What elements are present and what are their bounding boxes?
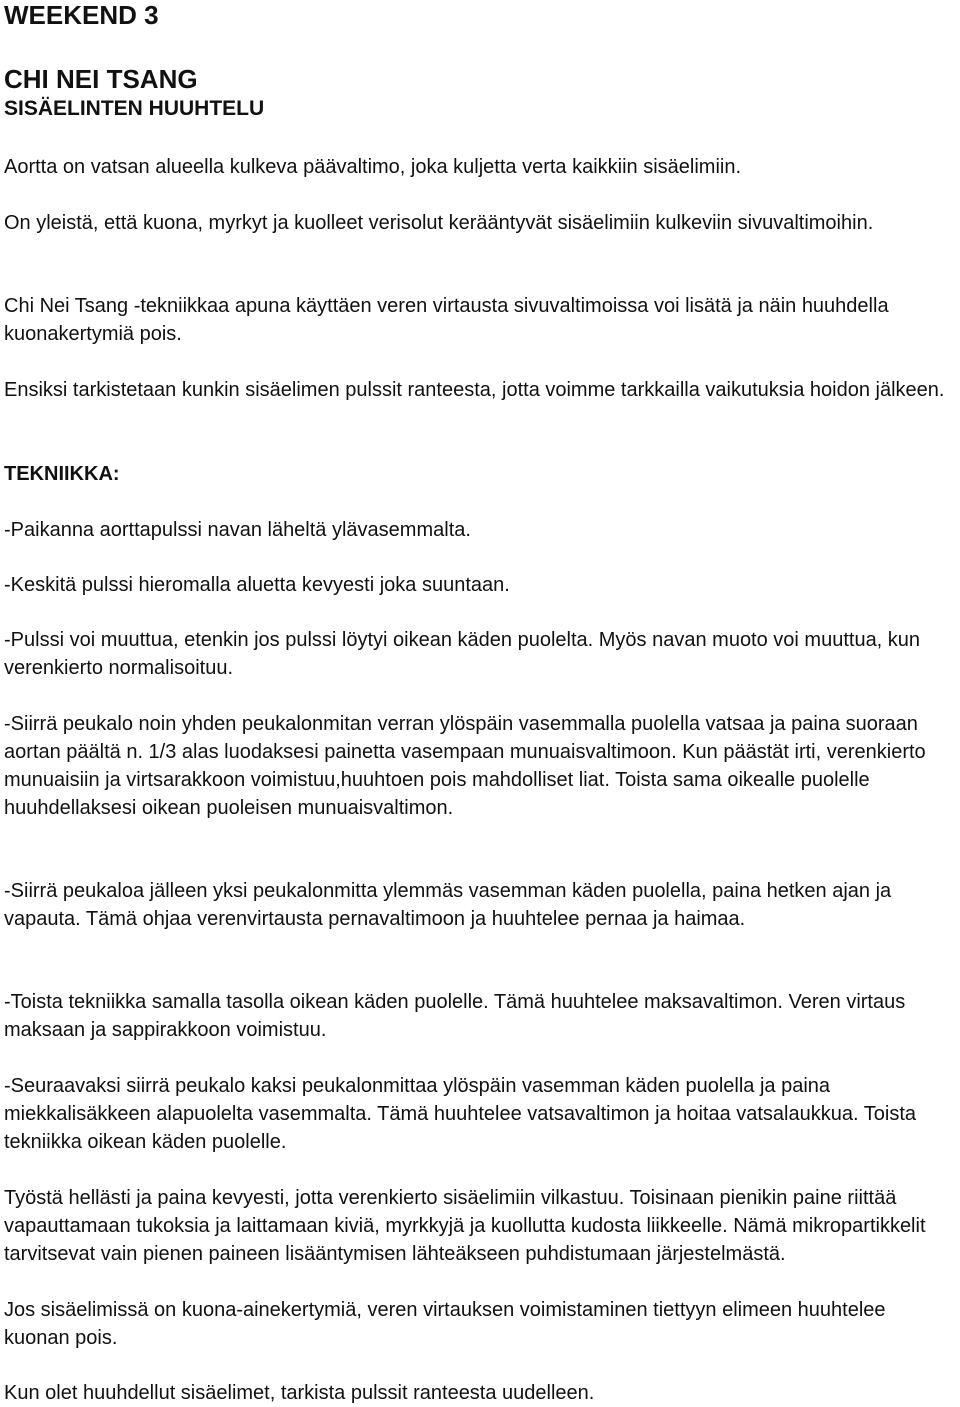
technique-heading: TEKNIIKKA: xyxy=(4,463,120,485)
technique-step-2: -Keskitä pulssi hieromalla aluetta kevyesti joka suuntaan. xyxy=(4,574,510,596)
intro-paragraph-4: Ensiksi tarkistetaan kunkin sisäelimen pulssit ranteesta, jotta voimme tarkkailla vaikutuksia hoidon jälkeen. xyxy=(4,379,945,401)
week-heading: WEEKEND 3 xyxy=(4,0,159,30)
closing-paragraph-2: Jos sisäelimissä on kuona-ainekertymiä, veren virtauksen voimistaminen tiettyyn elimeen huuhtelee kuonan pois. xyxy=(4,1299,886,1349)
technique-step-7: -Seuraavaksi siirrä peukalo kaksi peukalonmittaa ylöspäin vasemman käden puolella ja paina miekkalisäkkeen alapuolelta vasemmalta. Tämä huuhtelee vatsavaltimon ja hoitaa vatsalaukkua. Toista tekniikka oikean käden puolelle. xyxy=(4,1075,916,1153)
document-subtitle: SISÄELINTEN HUUHTELU xyxy=(4,97,265,120)
technique-step-6: -Toista tekniikka samalla tasolla oikean käden puolelle. Tämä huuhtelee maksavaltimon. Veren virtaus maksaan ja sappirakkoon voimistuu. xyxy=(4,991,906,1041)
technique-step-5: -Siirrä peukaloa jälleen yksi peukalonmitta ylemmäs vasemman käden puolella, paina hetken ajan ja vapauta. Tämä ohjaa verenvirtausta pernavaltimoon ja huuhtelee pernaa ja haimaa. xyxy=(4,880,892,930)
document-title: CHI NEI TSANG xyxy=(4,64,198,94)
intro-paragraph-2: On yleistä, että kuona, myrkyt ja kuolleet verisolut kerääntyvät sisäelimiin kulkeviin sivuvaltimoihin. xyxy=(4,212,874,234)
intro-paragraph-3: Chi Nei Tsang -tekniikkaa apuna käyttäen veren virtausta sivuvaltimoissa voi lisätä ja näin huuhdella kuonakertymiä pois. xyxy=(4,295,889,345)
technique-step-1: -Paikanna aorttapulssi navan läheltä ylävasemmalta. xyxy=(4,519,471,541)
technique-step-3: -Pulssi voi muuttua, etenkin jos pulssi löytyi oikean käden puolelta. Myös navan muoto voi muuttua, kun verenkierto normalisoituu. xyxy=(4,629,921,679)
technique-step-4: -Siirrä peukalo noin yhden peukalonmitan verran ylöspäin vasemmalla puolella vatsaa ja paina suoraan aortan päältä n. 1/3 alas luodaksesi painetta vasempaan munuaisvaltimoon. Kun päästät irti, verenkierto munuaisiin ja virtsarakkoon voimistuu,huuhtoen pois mahdolliset liat. Toista sama oikealle puolelle huuhdellaksesi oikean puoleisen munuaisvaltimon. xyxy=(4,713,926,819)
closing-paragraph-1: Työstä hellästi ja paina kevyesti, jotta verenkierto sisäelimiin vilkastuu. Toisinaan pienikin paine riittää vapauttamaan tukoksia ja laittamaan kiviä, myrkkyjä ja kuollutta kudosta liikkeelle. Nämä mikropartikkelit tarvitsevat vain pienen paineen lisääntymisen lähteäkseen puhdistumaan järjestelmästä. xyxy=(4,1187,926,1265)
closing-paragraph-3: Kun olet huuhdellut sisäelimet, tarkista pulssit ranteesta uudelleen. xyxy=(4,1382,595,1404)
intro-paragraph-1: Aortta on vatsan alueella kulkeva päävaltimo, joka kuljetta verta kaikkiin sisäelimiin. xyxy=(4,156,742,178)
